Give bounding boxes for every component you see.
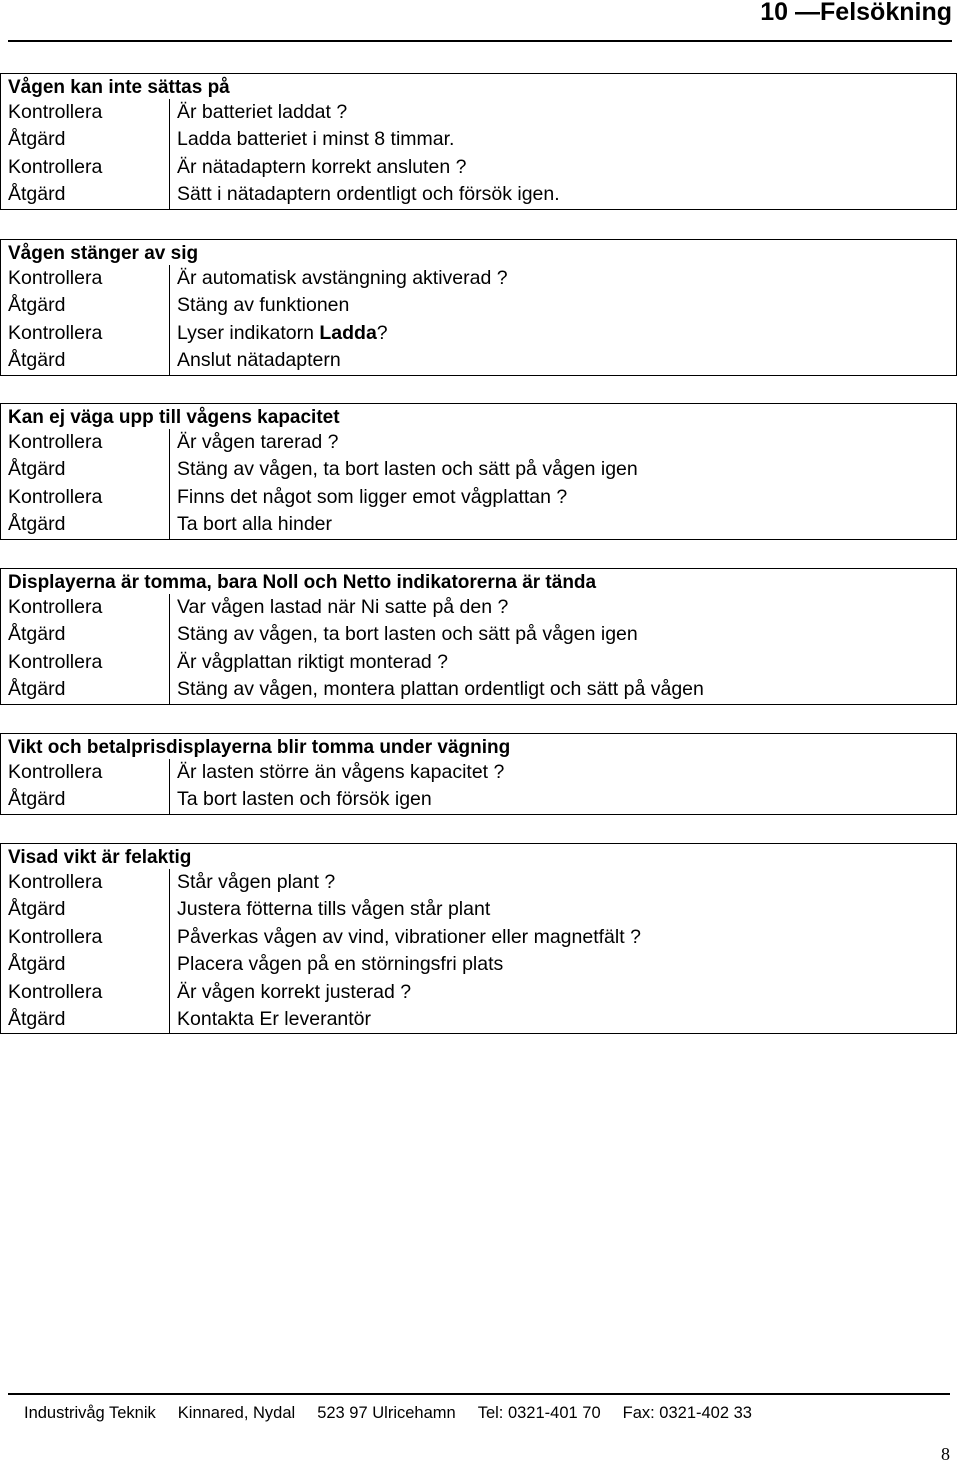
row-text: Ta bort alla hinder bbox=[177, 513, 333, 536]
row-text: Var vågen lastad när Ni satte på den ? bbox=[177, 596, 509, 618]
row-text: Påverkas vågen av vind, vibrationer eller magnetfält ? bbox=[177, 925, 641, 948]
footer-fax: Fax: 0321-402 33 bbox=[622, 1404, 752, 1422]
table-row bbox=[1, 154, 956, 181]
row-text bbox=[170, 320, 956, 347]
row-text: Justera fötterna tills vågen står plant bbox=[177, 898, 491, 921]
table-row bbox=[1, 265, 956, 292]
row-text-part: ? bbox=[376, 321, 388, 344]
footer-rule bbox=[8, 1393, 950, 1395]
row-label: Kontrollera bbox=[1, 265, 170, 292]
table-row bbox=[1, 511, 956, 538]
row-label: Kontrollera bbox=[1, 154, 170, 181]
row-text: Är vågen korrekt justerad ? bbox=[177, 980, 412, 1003]
row-label: Åtgärd bbox=[1, 676, 170, 703]
table-row bbox=[1, 320, 956, 347]
row-label: Kontrollera bbox=[1, 429, 170, 456]
footer-company: Industrivåg Teknik bbox=[24, 1404, 156, 1422]
row-label: Kontrollera bbox=[1, 99, 170, 126]
row-text: Stäng av vågen, ta bort lasten och sätt på vågen igen bbox=[177, 623, 638, 646]
row-label: Åtgärd bbox=[1, 456, 170, 483]
row-text: Är automatisk avstängning aktiverad ? bbox=[177, 267, 508, 289]
row-label: Åtgärd bbox=[1, 181, 170, 208]
section-title: Displayerna är tomma, bara Noll och Netto indikatorerna är tända bbox=[8, 572, 597, 593]
row-text: Är lasten större än vågens kapacitet ? bbox=[177, 761, 505, 783]
section-title: Vågen kan inte sättas på bbox=[8, 77, 230, 98]
page-number: 8 bbox=[941, 1444, 950, 1464]
row-text: Ladda batteriet i minst 8 timmar. bbox=[177, 128, 455, 151]
row-label: Kontrollera bbox=[1, 869, 170, 896]
table-row bbox=[1, 759, 956, 786]
table-row bbox=[1, 484, 956, 511]
table-row bbox=[1, 99, 956, 126]
row-label: Åtgärd bbox=[1, 896, 170, 923]
section-title: Vikt och betalprisdisplayerna blir tomma under vägning bbox=[8, 737, 511, 758]
table-row bbox=[1, 181, 956, 208]
table-row bbox=[1, 979, 956, 1006]
footer-city: 523 97 Ulricehamn bbox=[317, 1404, 456, 1422]
troubleshooting-section bbox=[0, 239, 957, 376]
footer-tel: Tel: 0321-401 70 bbox=[477, 1404, 601, 1422]
table-row bbox=[1, 292, 956, 319]
row-label: Kontrollera bbox=[1, 979, 170, 1006]
row-text: Kontakta Er leverantör bbox=[177, 1007, 372, 1030]
row-text: Finns det något som ligger emot vågplattan ? bbox=[177, 485, 568, 508]
footer-contact bbox=[24, 1404, 774, 1423]
footer-street: Kinnared, Nydal bbox=[177, 1404, 296, 1422]
header-rule bbox=[8, 40, 952, 42]
row-text: Stäng av funktionen bbox=[177, 294, 350, 317]
row-label: Kontrollera bbox=[1, 924, 170, 951]
row-text-part: Lyser indikatorn bbox=[177, 321, 320, 344]
row-text: Är vågplattan riktigt monterad ? bbox=[177, 650, 448, 673]
row-label: Kontrollera bbox=[1, 649, 170, 676]
page-header-title: 10 —Felsökning bbox=[760, 0, 952, 26]
row-text: Stäng av vågen, ta bort lasten och sätt på vågen igen bbox=[177, 458, 638, 481]
row-label: Kontrollera bbox=[1, 320, 170, 347]
table-row bbox=[1, 456, 956, 483]
table-row bbox=[1, 676, 956, 703]
section-title: Vågen stänger av sig bbox=[8, 243, 199, 264]
table-row bbox=[1, 347, 956, 374]
row-label: Åtgärd bbox=[1, 126, 170, 153]
row-label: Åtgärd bbox=[1, 1006, 170, 1033]
row-text: Ta bort lasten och försök igen bbox=[177, 788, 432, 811]
troubleshooting-section bbox=[0, 568, 957, 705]
table-row bbox=[1, 594, 956, 621]
section-title: Visad vikt är felaktig bbox=[8, 847, 192, 868]
table-row bbox=[1, 869, 956, 896]
row-text: Står vågen plant ? bbox=[177, 871, 336, 893]
troubleshooting-section bbox=[0, 403, 957, 540]
row-label: Åtgärd bbox=[1, 786, 170, 813]
row-label: Åtgärd bbox=[1, 621, 170, 648]
table-row bbox=[1, 649, 956, 676]
row-label: Åtgärd bbox=[1, 951, 170, 978]
table-row bbox=[1, 429, 956, 456]
section-title: Kan ej väga upp till vågens kapacitet bbox=[8, 407, 340, 428]
row-text: Är nätadaptern korrekt ansluten ? bbox=[177, 155, 467, 178]
table-row bbox=[1, 896, 956, 923]
row-label: Kontrollera bbox=[1, 484, 170, 511]
row-label: Kontrollera bbox=[1, 759, 170, 786]
table-row bbox=[1, 621, 956, 648]
table-row bbox=[1, 1006, 956, 1033]
row-label: Åtgärd bbox=[1, 347, 170, 374]
table-row bbox=[1, 786, 956, 813]
row-label: Åtgärd bbox=[1, 511, 170, 538]
ladda-indicator-name: Ladda bbox=[319, 321, 377, 344]
row-text: Är vågen tarerad ? bbox=[177, 431, 339, 453]
row-text: Är batteriet laddat ? bbox=[177, 101, 348, 123]
row-text: Placera vågen på en störningsfri plats bbox=[177, 953, 504, 976]
table-row bbox=[1, 924, 956, 951]
troubleshooting-section bbox=[0, 733, 957, 815]
troubleshooting-section bbox=[0, 843, 957, 1034]
row-label: Åtgärd bbox=[1, 292, 170, 319]
troubleshooting-section bbox=[0, 73, 957, 210]
row-text: Stäng av vågen, montera plattan ordentligt och sätt på vågen bbox=[177, 678, 704, 701]
row-label: Kontrollera bbox=[1, 594, 170, 621]
row-text: Anslut nätadaptern bbox=[177, 349, 341, 372]
row-text: Sätt i nätadaptern ordentligt och försök igen. bbox=[177, 183, 560, 206]
table-row bbox=[1, 126, 956, 153]
table-row bbox=[1, 951, 956, 978]
